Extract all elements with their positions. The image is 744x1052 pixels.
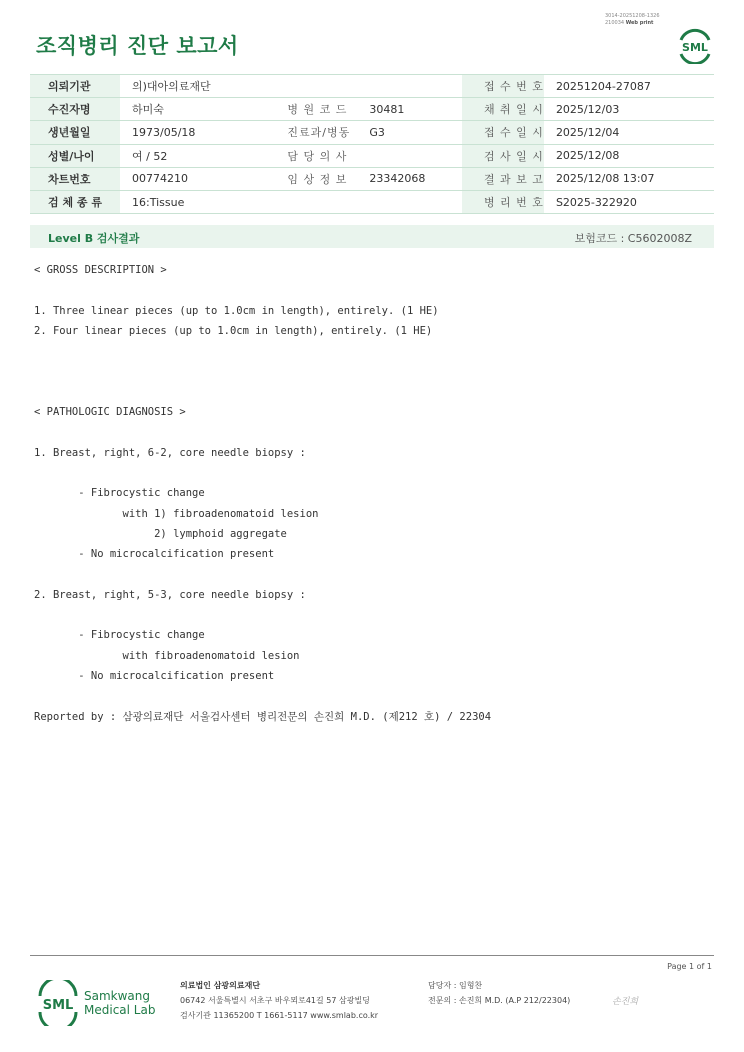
info-value-3: 20251204-27087 xyxy=(544,75,714,98)
info-value-3: 2025/12/04 xyxy=(544,121,714,144)
info-value: 하미숙 xyxy=(120,98,259,121)
info-label-2: 진료과/병동 xyxy=(259,121,357,144)
info-value-3: 2025/12/08 xyxy=(544,144,714,167)
info-label: 성별/나이 xyxy=(30,144,120,167)
info-value-2: G3 xyxy=(357,121,462,144)
info-value-3: 2025/12/03 xyxy=(544,98,714,121)
sml-logo xyxy=(676,26,714,68)
info-label-3: 검 사 일 시 xyxy=(462,144,544,167)
info-value-2: 23342068 xyxy=(357,167,462,190)
info-row xyxy=(30,121,714,144)
info-value: 1973/05/18 xyxy=(120,121,259,144)
info-label: 의뢰기관 xyxy=(30,75,120,98)
info-value: 의)대아의료재단 xyxy=(120,75,259,98)
diagnosis-1-c: 2) lymphoid aggregate xyxy=(34,527,287,540)
org-contact: 검사기관 11365200 T 1661-5117 www.smlab.co.kr xyxy=(180,1011,379,1020)
info-label-3: 결 과 보 고 xyxy=(462,167,544,190)
reported-by: Reported by : 삼광의료재단 서울검사센터 병리전문의 손진희 M.D. (제212 호) / 22304 xyxy=(34,710,492,723)
level-bar xyxy=(30,225,714,248)
org-name: 의료법인 삼광의료재단 xyxy=(180,981,261,990)
gross-header: < GROSS DESCRIPTION > xyxy=(34,264,167,276)
info-row xyxy=(30,190,714,213)
diagnosis-header: < PATHOLOGIC DIAGNOSIS > xyxy=(34,406,186,419)
specialist: 전문의 : 손진희 M.D. (A.P 212/22304) xyxy=(428,996,571,1005)
info-value-2 xyxy=(357,144,462,167)
info-label: 차트번호 xyxy=(30,167,120,190)
gross-item-1: 1. Three linear pieces (up to 1.0cm in length), entirely. (1 HE) xyxy=(34,304,439,317)
info-label-3: 접 수 번 호 xyxy=(462,75,544,98)
info-value: 여 / 52 xyxy=(120,144,259,167)
brand-line-1: Samkwang xyxy=(84,989,150,1003)
info-label: 검 체 종 류 xyxy=(30,190,120,213)
document-code-line1: 3014-20251208-1326 xyxy=(605,13,660,19)
footer-divider xyxy=(30,955,714,956)
info-value-2 xyxy=(357,75,462,98)
info-value-2 xyxy=(357,190,462,213)
info-label-3: 채 취 일 시 xyxy=(462,98,544,121)
diagnosis-1: 1. Breast, right, 6-2, core needle biopsy : xyxy=(34,446,306,459)
logo-text: SML xyxy=(42,998,74,1013)
samkwang-logo xyxy=(36,980,156,1030)
diagnosis-1-b: with 1) fibroadenomatoid lesion xyxy=(34,507,319,520)
diagnosis-2-a: - Fibrocystic change xyxy=(34,629,205,642)
info-row xyxy=(30,144,714,167)
insurance-code: 보험코드 : C5602008Z xyxy=(574,232,692,245)
diagnosis-2: 2. Breast, right, 5-3, core needle biopsy : xyxy=(34,588,306,601)
logo-text: SML xyxy=(682,41,708,54)
report-body xyxy=(34,260,491,727)
signature: 손진희 xyxy=(612,997,639,1007)
manager: 담당자 : 임형찬 xyxy=(428,981,483,990)
document-code-prefix: 210034 xyxy=(605,20,625,26)
info-label-2: 담 당 의 사 xyxy=(259,144,357,167)
info-label-3: 병 리 번 호 xyxy=(462,190,544,213)
info-value-3: S2025-322920 xyxy=(544,190,714,213)
info-value-3: 2025/12/08 13:07 xyxy=(544,167,714,190)
footer-org-block xyxy=(180,978,378,1023)
document-code xyxy=(605,13,660,27)
info-value-2: 30481 xyxy=(357,98,462,121)
brand-line-2: Medical Lab xyxy=(84,1003,156,1017)
diagnosis-2-c: - No microcalcification present xyxy=(34,669,275,682)
gross-item-2: 2. Four linear pieces (up to 1.0cm in length), entirely. (1 HE) xyxy=(34,324,433,337)
info-value: 00774210 xyxy=(120,167,259,190)
info-label-2: 임 상 정 보 xyxy=(259,167,357,190)
diagnosis-1-d: - No microcalcification present xyxy=(34,548,275,561)
info-row xyxy=(30,167,714,190)
diagnosis-1-a: - Fibrocystic change xyxy=(34,487,205,500)
info-row xyxy=(30,98,714,121)
footer-staff-block xyxy=(428,978,570,1008)
diagnosis-2-b: with fibroadenomatoid lesion xyxy=(34,649,300,662)
page-number: Page 1 of 1 xyxy=(667,962,712,971)
page-title: 조직병리 진단 보고서 xyxy=(36,34,239,58)
web-print-label: Web print xyxy=(625,20,654,26)
info-label-2: 병 원 코 드 xyxy=(259,98,357,121)
info-label-2 xyxy=(259,190,357,213)
info-row xyxy=(30,75,714,98)
info-label-2 xyxy=(259,75,357,98)
level-label: Level B 검사결과 xyxy=(48,232,140,245)
info-label-3: 접 수 일 시 xyxy=(462,121,544,144)
info-label: 생년월일 xyxy=(30,121,120,144)
org-address: 06742 서울특별시 서초구 바우뫼로41길 57 삼광빌딩 xyxy=(180,996,370,1005)
patient-info-table xyxy=(30,74,714,214)
info-label: 수진자명 xyxy=(30,98,120,121)
info-value: 16:Tissue xyxy=(120,190,259,213)
